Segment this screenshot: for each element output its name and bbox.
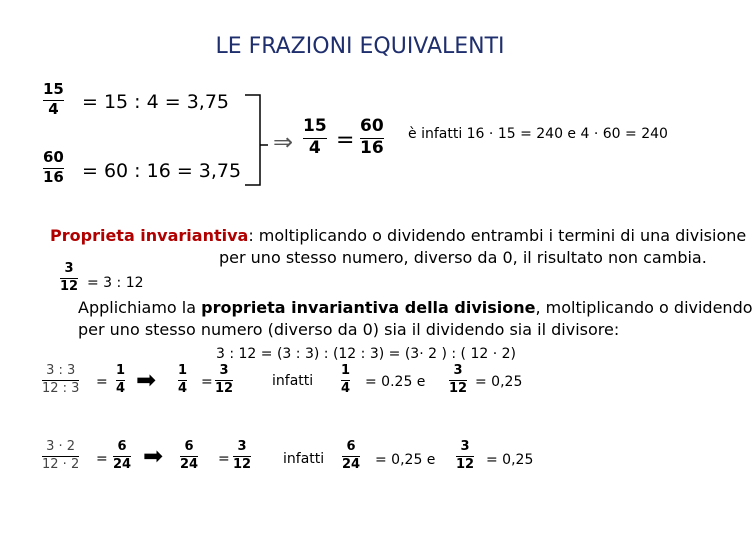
equation-60-16: = 60 : 16 = 3,75 xyxy=(82,160,242,182)
numerator: 1 xyxy=(116,363,126,378)
denominator: 24 xyxy=(113,456,132,472)
fraction-1-4 xyxy=(341,364,350,395)
numerator: 3 xyxy=(460,439,470,454)
fraction-1-4 xyxy=(116,364,125,395)
fraction-3x2-12x2 xyxy=(42,440,79,471)
fraction-3-12 xyxy=(60,262,78,293)
numerator: 3 xyxy=(219,363,229,378)
denominator: 12 xyxy=(233,456,252,472)
decimal-value: = 0.25 e xyxy=(365,374,426,390)
denominator: 12 : 3 xyxy=(42,380,80,396)
denominator: 12 xyxy=(456,456,475,472)
right-arrow-icon: ➡ xyxy=(143,442,164,470)
denominator: 4 xyxy=(341,380,351,396)
numerator: 3 xyxy=(64,261,74,276)
fraction-6-24 xyxy=(113,440,131,471)
decimal-value: = 0,25 xyxy=(486,452,534,468)
numerator: 3 xyxy=(453,363,463,378)
fraction-6-24 xyxy=(180,440,198,471)
fraction-60-16 xyxy=(43,150,64,186)
fraction-3-12 xyxy=(456,440,474,471)
equals-sign: = xyxy=(96,451,108,467)
equation-15-4: = 15 : 4 = 3,75 xyxy=(82,91,230,113)
fraction-3-12 xyxy=(233,440,251,471)
fraction-60-16-result xyxy=(360,118,384,158)
denominator: 24 xyxy=(342,456,361,472)
denominator: 16 xyxy=(43,167,64,186)
fraction-3-12 xyxy=(449,364,467,395)
page-title: LE FRAZIONI EQUIVALENTI xyxy=(215,34,505,59)
property-line-1 xyxy=(50,226,746,245)
example-equation: = 3 : 12 xyxy=(87,275,144,291)
apply-line-2: per uno stesso numero (diverso da 0) sia il dividendo sia il divisore: xyxy=(78,320,620,339)
apply-text: Applichiamo la xyxy=(78,298,202,317)
denominator: 4 xyxy=(116,380,126,396)
equals-sign: = xyxy=(96,374,108,390)
denominator: 12 xyxy=(60,278,79,294)
numerator: 6 xyxy=(346,439,356,454)
denominator: 12 xyxy=(215,380,234,396)
decimal-value: = 0,25 e xyxy=(375,452,436,468)
fraction-1-4 xyxy=(178,364,187,395)
equals-sign: = xyxy=(336,128,355,153)
numerator: 1 xyxy=(341,363,351,378)
denominator: 12 · 2 xyxy=(42,456,80,472)
infatti-label: infatti xyxy=(272,373,314,389)
apply-bold-text: proprieta invariantiva della divisione xyxy=(201,298,536,317)
numerator: 15 xyxy=(43,80,64,98)
numerator: 3 · 2 xyxy=(46,439,76,454)
fraction-3-12 xyxy=(215,364,233,395)
bracket-connector xyxy=(240,90,270,190)
numerator: 1 xyxy=(178,363,188,378)
right-arrow-icon: ➡ xyxy=(136,366,157,394)
fraction-15-4-result xyxy=(303,118,327,158)
fraction-6-24 xyxy=(342,440,360,471)
cross-multiplication-check: è infatti 16 · 15 = 240 e 4 · 60 = 240 xyxy=(408,126,668,142)
property-name: Proprieta invariantiva xyxy=(50,226,249,245)
denominator: 4 xyxy=(308,137,321,158)
denominator: 24 xyxy=(180,456,199,472)
numerator: 3 xyxy=(237,439,247,454)
property-definition: : moltiplicando o dividendo entrambi i termini di una divisione xyxy=(248,226,747,245)
numerator: 15 xyxy=(303,116,327,136)
numerator: 60 xyxy=(43,148,64,166)
numerator: 3 : 3 xyxy=(46,363,76,378)
division-expansion: 3 : 12 = (3 : 3) : (12 : 3) = (3· 2 ) : ( 12 · 2) xyxy=(216,346,516,362)
fraction-3div3-12div3 xyxy=(42,364,79,395)
denominator: 16 xyxy=(360,137,384,158)
property-line-2: per uno stesso numero, diverso da 0, il risultato non cambia. xyxy=(219,248,707,267)
denominator: 4 xyxy=(178,380,188,396)
fraction-15-4 xyxy=(43,82,64,118)
implies-arrow-icon: ⇒ xyxy=(273,128,294,156)
infatti-label: infatti xyxy=(283,451,325,467)
numerator: 6 xyxy=(117,439,127,454)
numerator: 6 xyxy=(184,439,194,454)
denominator: 4 xyxy=(48,99,59,118)
apply-text-end: , moltiplicando o dividendo xyxy=(535,298,753,317)
equals-sign: = xyxy=(201,374,213,390)
decimal-value: = 0,25 xyxy=(475,374,523,390)
denominator: 12 xyxy=(449,380,468,396)
equals-sign: = xyxy=(218,451,230,467)
apply-line-1 xyxy=(78,298,753,317)
numerator: 60 xyxy=(360,116,384,136)
